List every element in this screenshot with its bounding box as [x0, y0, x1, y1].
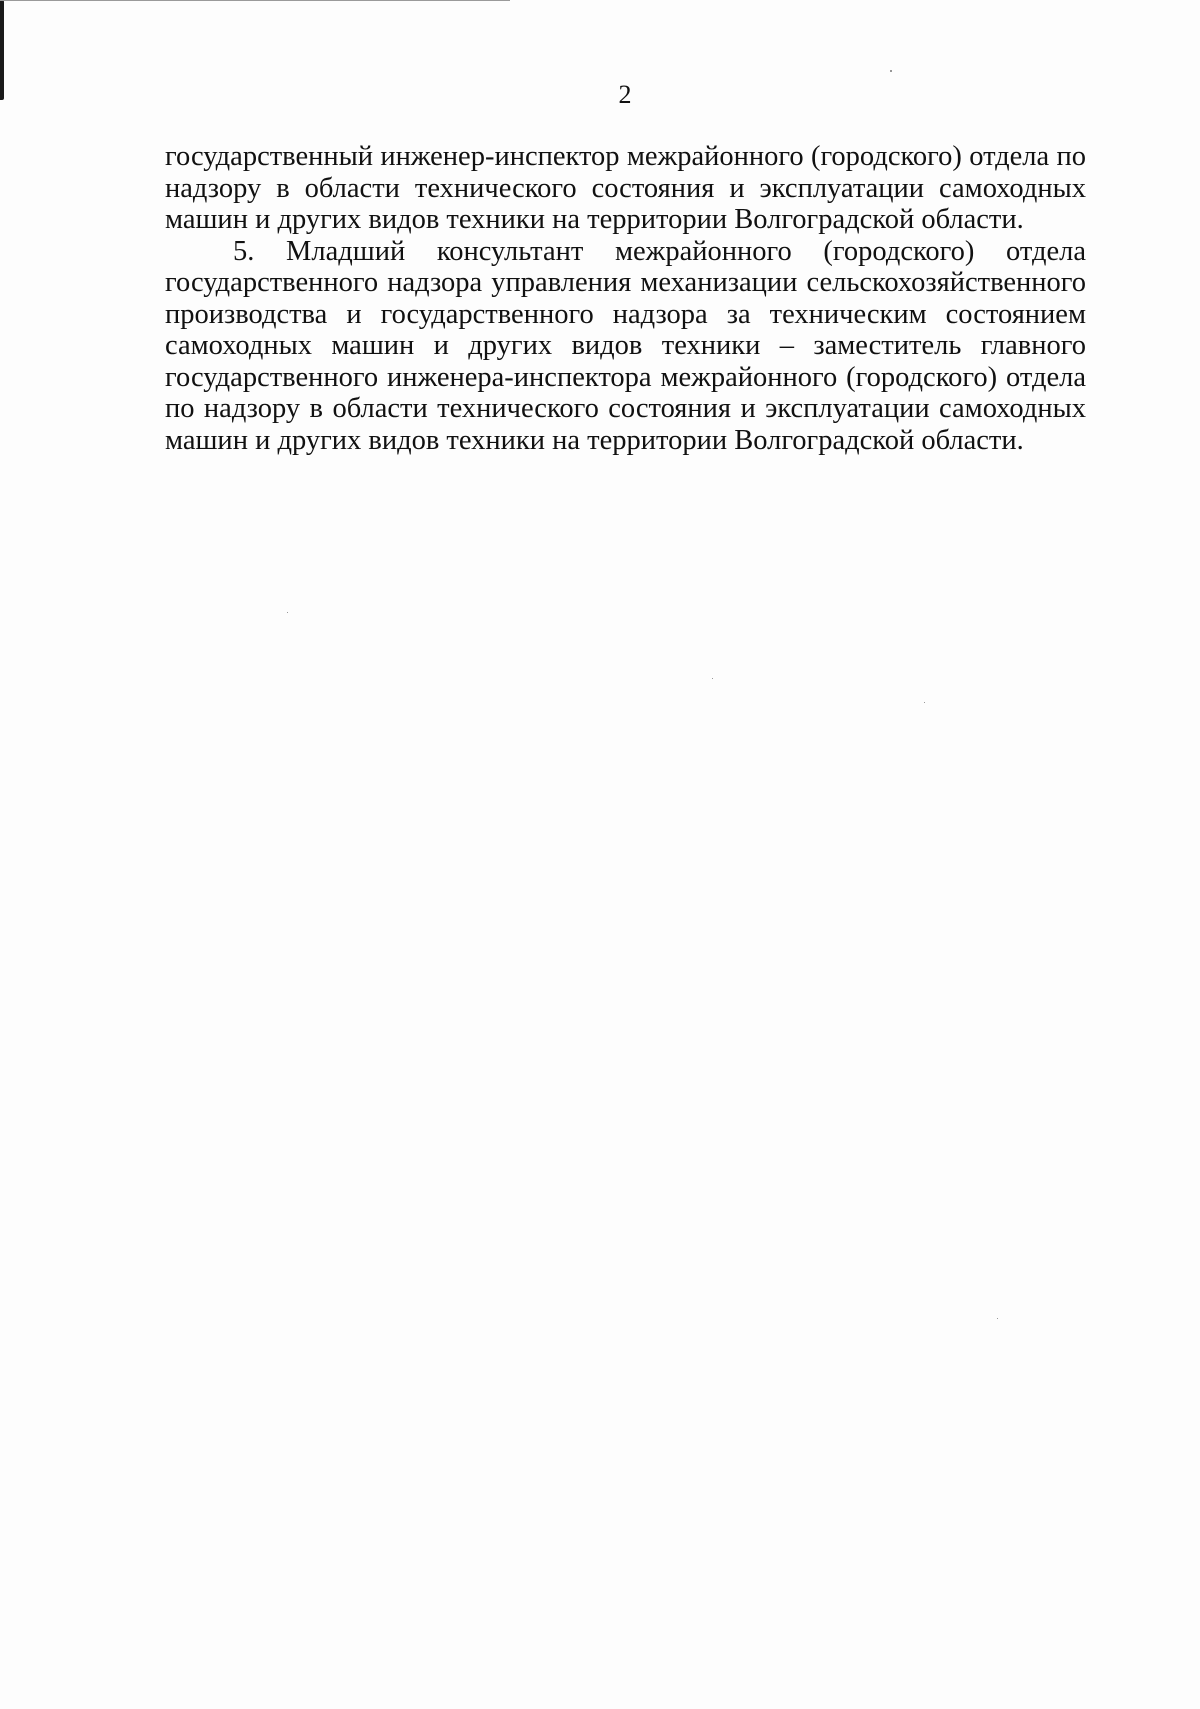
body-text — [165, 141, 1086, 456]
paragraph-item-5: 5. Младший консультант межрайонного (городского) отдела государственного надзора управления механизации сельскохозяйственного производства и государственного надзора за техническим состоянием самоходных машин и других видов техники – заместитель главного государственного инженера-инспектора межрайонного (городского) отдела по надзору в области технического состояния и эксплуатации самоходных машин и других видов техники на территории Волгоградской области. — [165, 235, 1086, 456]
scan-top-line — [0, 0, 510, 1]
scan-speck — [287, 612, 288, 613]
scan-speck — [924, 702, 925, 703]
page-number: 2 — [618, 80, 632, 109]
paragraph-continuation: государственный инженер-инспектор межрайонного (городского) отдела по надзору в области технического состояния и эксплуатации самоходных машин и других видов техники на территории Волгоградской области. — [165, 141, 1086, 235]
scan-speck — [890, 70, 892, 72]
scan-speck — [712, 678, 713, 679]
scan-speck — [997, 1318, 998, 1319]
